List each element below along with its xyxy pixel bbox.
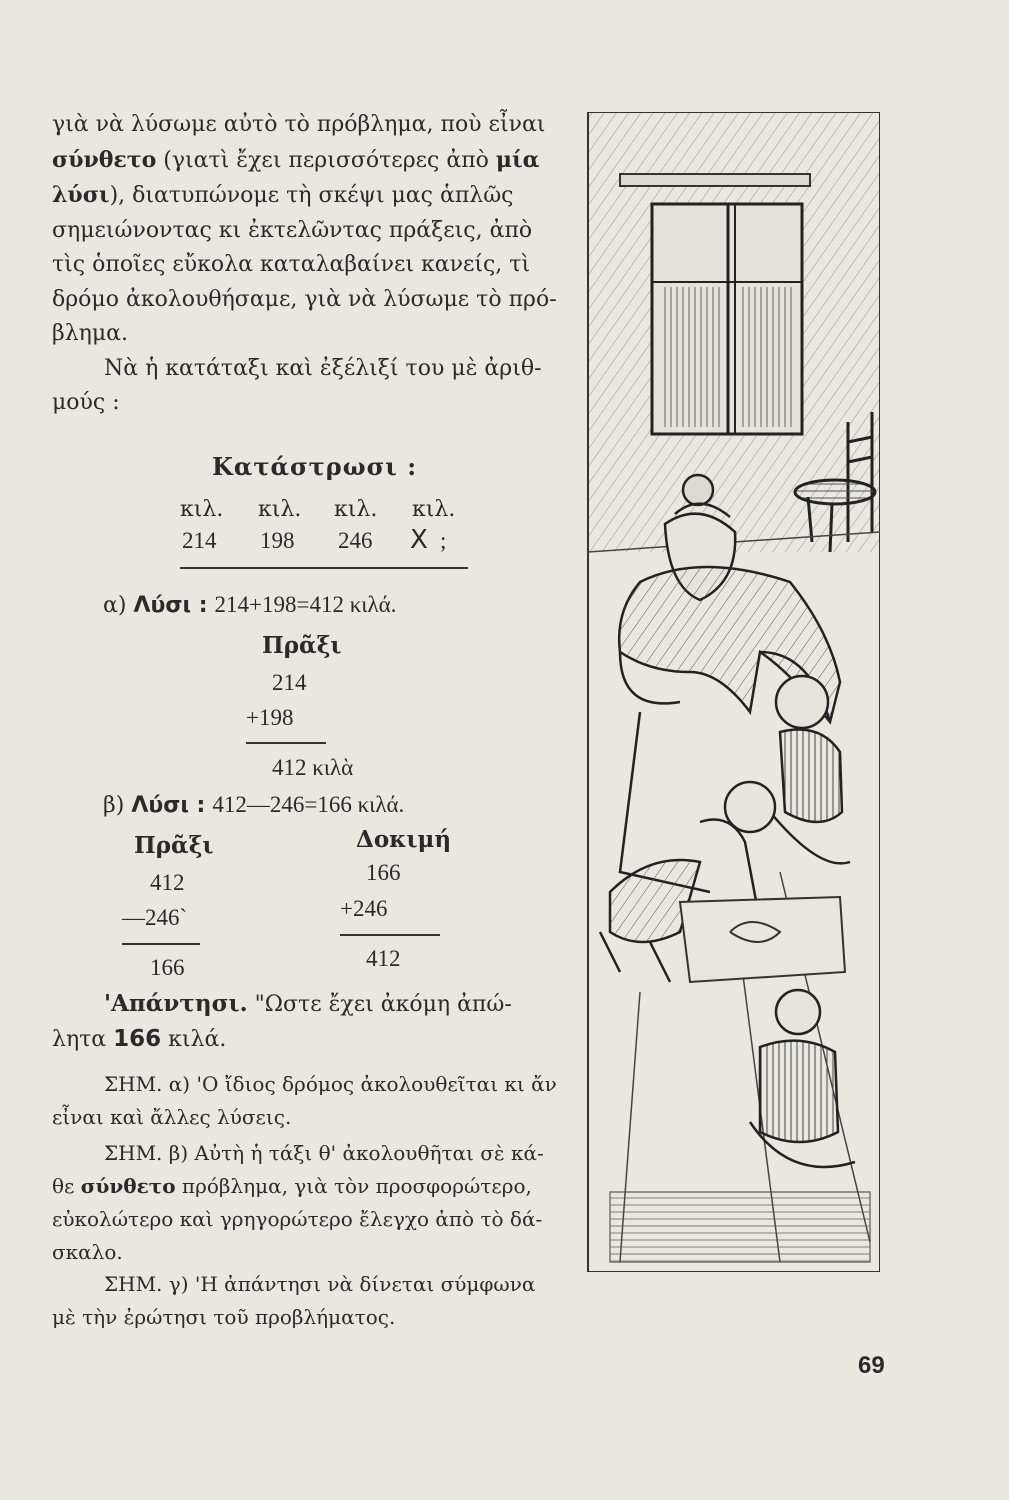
drawing-paper	[680, 897, 845, 982]
value-2: 198	[260, 528, 295, 553]
child-figure-sitting	[770, 676, 850, 863]
apantisi-line-2	[52, 1026, 226, 1052]
lysi-a-n2: +198	[246, 705, 294, 730]
intro-bold-mia: μία	[495, 146, 540, 173]
lysi-b-label: β)	[103, 793, 125, 818]
lysi-a-label: α)	[103, 593, 127, 618]
unit-1: κιλ.	[180, 497, 224, 522]
lysi-a-bold: Λύσι :	[133, 593, 208, 618]
note-a-line-2: εἶναι καὶ ἄλλες λύσεις.	[52, 1105, 292, 1129]
intro-bold-lysi: λύσι	[52, 182, 110, 208]
intro-line-2	[52, 143, 582, 179]
lysi-b-d3: 412	[366, 946, 401, 971]
value-semicolon: ;	[440, 528, 447, 553]
intro-line-1: γιὰ νὰ λύσωμε αὐτὸ τὸ πρόβλημα, ποὺ εἶναι	[52, 112, 546, 137]
note-b-l2b: πρόβλημα, γιὰ τὸν προσφορώτερο,	[175, 1174, 532, 1198]
intro-line-7: βλημα.	[52, 321, 128, 346]
lysi-a-rule	[246, 742, 326, 744]
lysi-b-p3: 166	[150, 955, 185, 980]
intro-line-2-text: (γιατὶ ἔχει περισσότερες ἀπὸ	[156, 147, 496, 173]
apantisi-l2a: λητα	[52, 1027, 114, 1052]
family-illustration	[580, 112, 880, 1272]
lysi-a-expr: 214+198=412 κιλά.	[214, 592, 397, 617]
lysi-b-p1: 412	[150, 870, 185, 895]
intro-line-9: μούς :	[52, 390, 120, 415]
intro-paragraph	[52, 108, 582, 421]
lysi-b-praxi-rule	[122, 943, 200, 945]
lysi-b-line	[103, 792, 404, 818]
lysi-a-praxi-title: Πρᾶξι	[262, 632, 342, 659]
lysi-b-d2: +246	[340, 896, 388, 921]
lysi-a-result: 412 κιλὰ	[272, 755, 354, 780]
value-1: 214	[182, 528, 217, 553]
lysi-b-bold: Λύσι :	[131, 793, 206, 818]
child-figure-back	[750, 990, 855, 1167]
note-b-line-2	[52, 1170, 572, 1203]
lysi-a-line	[103, 592, 396, 618]
intro-line-3	[52, 178, 582, 214]
note-b-line-4: σκαλο.	[52, 1240, 123, 1264]
value-unknown-x: X	[410, 525, 428, 555]
apantisi-rest: "Ωστε ἔχει ἀκόμη ἀπώ-	[247, 992, 512, 1017]
note-c-line-1: ΣΗΜ. γ) 'Η ἀπάντησι νὰ δίνεται σύμφωνα	[104, 1272, 536, 1296]
intro-line-6: δρόμο ἀκολουθήσαμε, γιὰ νὰ λύσωμε τὸ πρό-	[52, 286, 557, 312]
apantisi-bold: 'Απάντησι.	[104, 990, 248, 1017]
lysi-b-dokimi-rule	[340, 934, 440, 936]
page-number: 69	[858, 1352, 885, 1379]
lysi-b-d1: 166	[366, 860, 401, 885]
note-a-line-1: ΣΗΜ. α) 'Ο ἴδιος δρόμος ἀκολουθεῖται κι ἄν	[104, 1072, 557, 1096]
unit-4: κιλ.	[412, 497, 456, 522]
note-b-line-3: εὐκολώτερο καὶ γρηγορώτερο ἔλεγχο ἀπὸ τὸ δά-	[52, 1207, 543, 1231]
note-b-bold: σύνθετο	[80, 1174, 176, 1198]
lysi-b-praxi-title: Πρᾶξι	[134, 832, 214, 859]
value-3: 246	[338, 528, 373, 553]
intro-line-5: τὶς ὁποῖες εὔκολα καταλαβαίνει κανείς, τὶ	[52, 252, 531, 277]
lysi-a-n1: 214	[272, 670, 307, 695]
intro-line-4: σημειώνοντας κι ἐκτελῶντας πράξεις, ἀπὸ	[52, 217, 533, 243]
lysi-b-p2: —246`	[122, 905, 188, 930]
unit-2: κιλ.	[258, 497, 302, 522]
apantisi-amount: 166	[113, 1026, 162, 1052]
note-b-line-1: ΣΗΜ. β) Αὐτὴ ἡ τάξι θ' ἀκολουθῆται σὲ κά-	[104, 1141, 544, 1165]
katastrosi-rule	[180, 567, 468, 569]
lysi-b-dokimi-title: Δοκιμή	[356, 826, 452, 853]
intro-bold-synthето: σύνθετο	[52, 146, 157, 173]
unit-3: κιλ.	[334, 497, 378, 522]
intro-line-3-text: ), διατυπώνομε τὴ σκέψι μας ἁπλῶς	[109, 183, 514, 208]
katastrosi-title: Κατάστρωσι :	[212, 452, 418, 481]
note-c-line-2: μὲ τὴν ἐρώτησι τοῦ προβλήματος.	[52, 1305, 396, 1329]
intro-line-8: Νὰ ἡ κατάταξι καὶ ἐξέλιξί του μὲ ἀριθ-	[104, 355, 542, 381]
lysi-b-expr: 412—246=166 κιλά.	[212, 792, 405, 817]
apantisi-line-1	[104, 990, 512, 1017]
note-b-l2a: θε	[52, 1174, 81, 1198]
apantisi-l2b: κιλά.	[161, 1027, 227, 1052]
